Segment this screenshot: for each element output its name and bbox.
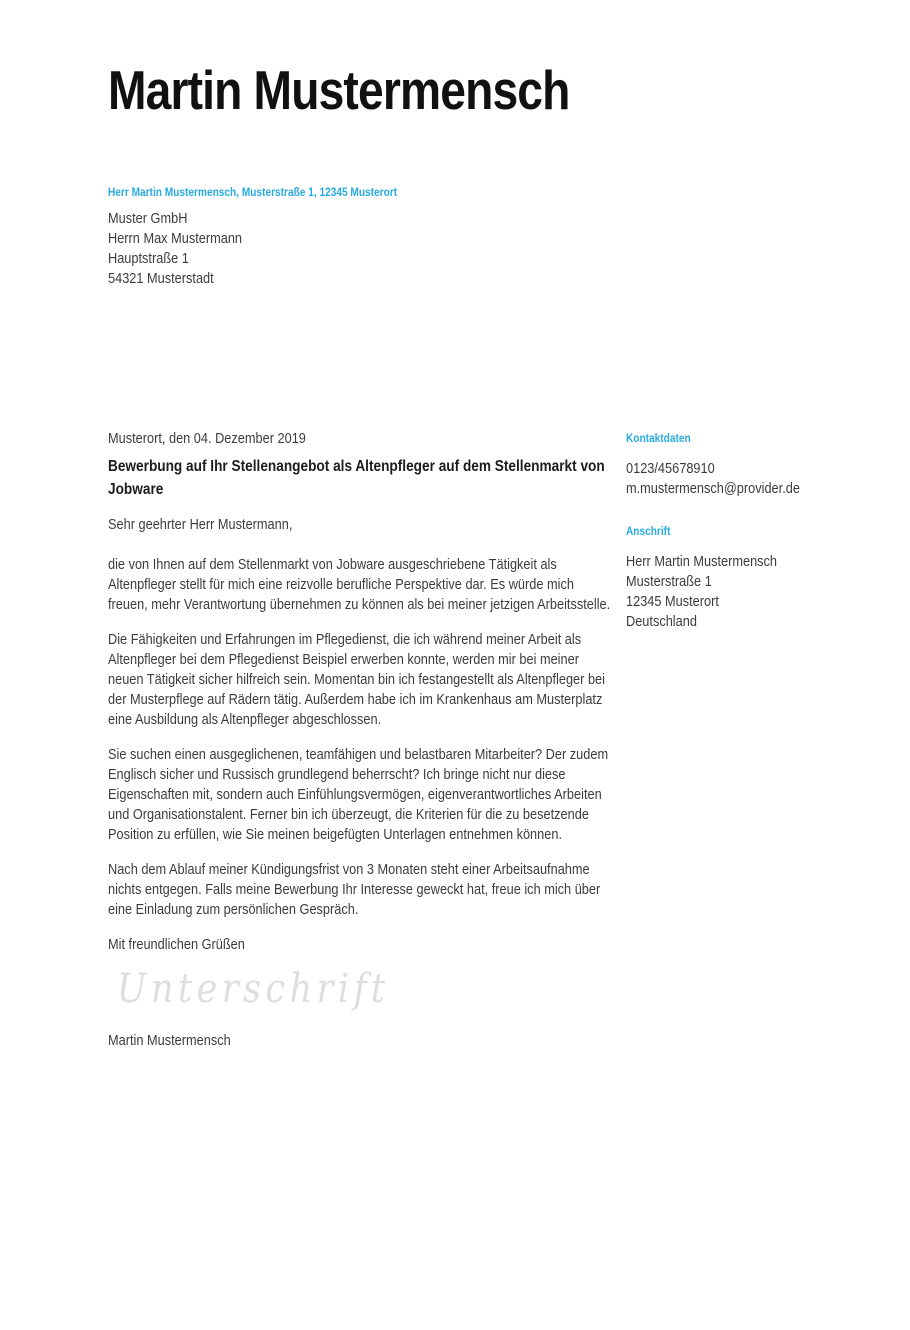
recipient-address [108,209,601,289]
sender-city: 12345 Musterort [626,594,719,610]
email-address: m.mustermensch@provider.de [626,481,800,497]
recipient-street: Hauptstraße 1 [108,251,189,267]
handwritten-signature: Unterschrift [116,966,390,1012]
address-heading: Anschrift [626,526,671,538]
paragraph-3: Sie suchen einen ausgeglichenen, teamfähigen und belastbaren Mitarbeiter? Der zudem Englisch sicher und Russisch grundlegend beherrscht? Ich bringe nicht nur diese Eigenschaften mit, sondern auch Einfühlungsvermögen, eigenverantwortliches Arbeiten und Organisationstalent. Ferner bin ich überzeugt, die Kriterien für die zu besetzende Position zu erfüllen, wie Sie meinen beigefügten Unterlagen entnehmen können. [108,747,609,843]
sender-country: Deutschland [626,614,697,630]
sender-street: Musterstraße 1 [626,574,712,590]
signature-printed-name: Martin Mustermensch [108,1033,231,1049]
paragraph-1: die von Ihnen auf dem Stellenmarkt von Jobware ausgeschriebene Tätigkeit als Altenpfleger stellt für mich eine reizvolle berufliche Perspektive dar. Es würde mich freuen, mehr Verantwortung übernehmen zu können als bei meiner jetzigen Arbeitsstelle. [108,557,611,613]
recipient-company: Muster GmbH [108,211,188,227]
paragraph-2: Die Fähigkeiten und Erfahrungen im Pflegedienst, die ich während meiner Arbeit als Altenpfleger bei dem Pflegedienst Beispiel erwerben konnte, werden mir bei meiner neuen Tätigkeit sicher hilfreich sein. Momentan bin ich festangestellt als Altenpfleger bei der Musterpflege auf Rädern tätig. Außerdem habe ich im Krankenhaus am Musterplatz eine Ausbildung als Altenpfleger abgeschlossen. [108,632,605,728]
phone-number: 0123/45678910 [626,461,715,477]
sender-name: Herr Martin Mustermensch [626,554,778,570]
recipient-name: Herrn Max Mustermann [108,231,243,247]
address-block [108,187,601,289]
paragraph-4: Nach dem Ablauf meiner Kündigungsfrist von 3 Monaten steht einer Arbeitsaufnahme nichts entgegen. Falls meine Bewerbung Ihr Interesse geweckt hat, freue ich mich über eine Einladung zum persönlichen Gespräch. [108,862,601,918]
contact-sidebar [626,433,890,632]
address-group [626,526,890,632]
closing-formula: Mit freundlichen Grüßen [108,937,245,953]
contact-group [626,433,890,499]
contact-heading: Kontaktdaten [626,433,691,445]
date-line: Musterort, den 04. Dezember 2019 [108,431,306,447]
page-title: Martin Mustermensch [108,59,570,121]
letter-body-column [108,429,611,1051]
salutation: Sehr geehrter Herr Mustermann, [108,517,293,533]
sender-return-address-line: Herr Martin Mustermensch, Musterstraße 1, 12345 Musterort [108,187,398,199]
recipient-city: 54321 Musterstadt [108,271,214,287]
subject-line: Bewerbung auf Ihr Stellenangebot als Altenpfleger auf dem Stellenmarkt von Jobware [108,458,605,498]
